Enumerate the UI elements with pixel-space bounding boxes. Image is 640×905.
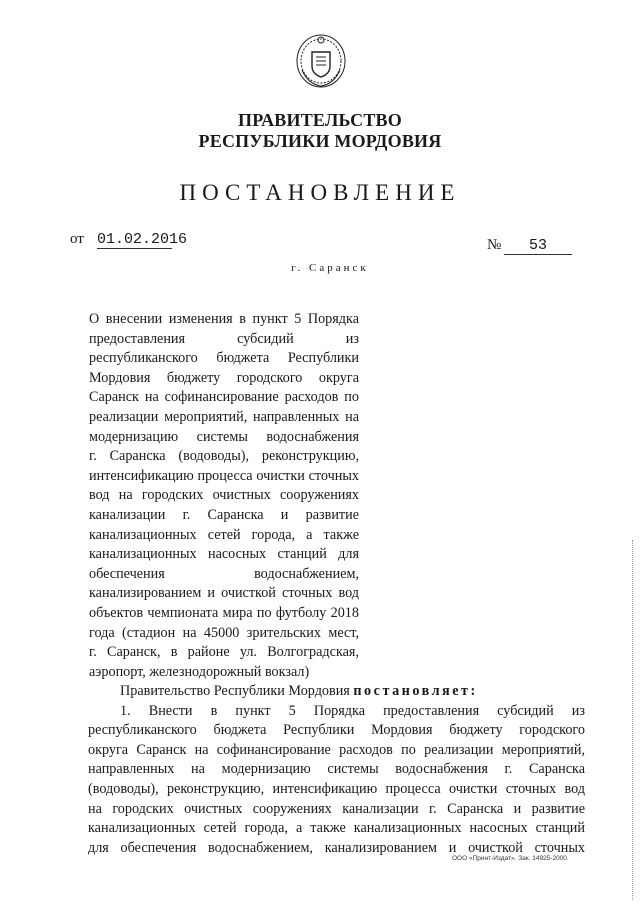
title-line: г. Саранск, в районе ул. Волгоградская,: [89, 644, 359, 661]
title-line: г. Саранска (водоводы), реконструкцию,: [89, 448, 359, 465]
paragraph-line: 1. Внести в пункт 5 Порядка предоставления субсидий из: [120, 702, 585, 719]
date-prefix: от: [70, 231, 84, 247]
title-line: обеспечения водоснабжением,: [89, 565, 359, 582]
title-line: объектов чемпионата мира по футболу 2018: [89, 604, 359, 621]
title-line: О внесении изменения в пункт 5 Порядка: [89, 311, 359, 327]
page-edge-divider: [632, 540, 635, 900]
resolution-body: [88, 682, 585, 858]
title-line: Саранск на софинансирование расходов по: [89, 389, 359, 406]
intro-emphasis: постановляет:: [353, 683, 478, 699]
city-label: г. Саранск: [291, 262, 369, 274]
intro-text: Правительство Республики Мордовия: [120, 683, 354, 699]
printer-imprint: ООО «Принт-Издат». Зак. 14925-2000.: [452, 855, 569, 862]
title-line: интенсификацию процесса очистки сточных: [89, 467, 359, 484]
paragraph-line: республиканского бюджета Республики Мордовия бюджету городского: [88, 722, 585, 739]
document-date: 01.02.2016: [97, 231, 188, 248]
government-name-line1: ПРАВИТЕЛЬСТВО: [238, 110, 402, 130]
title-line: реализации мероприятий, направленных на: [89, 408, 359, 425]
title-line: республиканского бюджета Республики: [89, 350, 359, 367]
title-line: канализационных сетей города, а также: [89, 526, 359, 543]
title-line: года (стадион на 45000 зрительских мест,: [89, 624, 359, 641]
title-line: модернизацию системы водоснабжения: [89, 428, 359, 445]
document-number: 53: [504, 237, 572, 255]
title-line: канализации г. Саранска и развитие: [89, 506, 359, 523]
title-line: аэропорт, железнодорожный вокзал): [89, 663, 310, 680]
paragraph-line: канализационных сетей города, а также канализационных насосных станций: [88, 820, 585, 837]
number-prefix: №: [487, 237, 502, 253]
government-name-line2: РЕСПУБЛИКИ МОРДОВИЯ: [198, 131, 442, 151]
coat-of-arms-icon: [294, 30, 348, 90]
title-line: канализационных насосных станций для: [89, 546, 359, 563]
title-line: канализированием и очисткой сточных вод: [89, 585, 359, 602]
paragraph-line: округа Саранск на софинансирование расходов по реализации мероприятий,: [88, 741, 585, 758]
title-line: предоставления субсидий из: [89, 330, 359, 347]
intro-line: [88, 682, 585, 702]
title-line: Мордовия бюджету городского округа: [89, 369, 359, 386]
paragraph-line: направленных на модернизацию системы водоснабжения г. Саранска: [88, 761, 585, 778]
paragraph-line: (водоводы), реконструкцию, интенсификацию процесса очистки сточных вод: [88, 780, 585, 797]
paragraph-line: для обеспечения водоснабжением, канализированием и очисткой сточных: [88, 839, 585, 856]
resolution-title: [89, 310, 359, 682]
paragraph-line: на городских очистных сооружениях канализации г. Саранска и развитие: [88, 800, 585, 817]
document-type: ПОСТАНОВЛЕНИЕ: [179, 180, 461, 205]
title-line: вод на городских очистных сооружениях: [89, 487, 359, 504]
